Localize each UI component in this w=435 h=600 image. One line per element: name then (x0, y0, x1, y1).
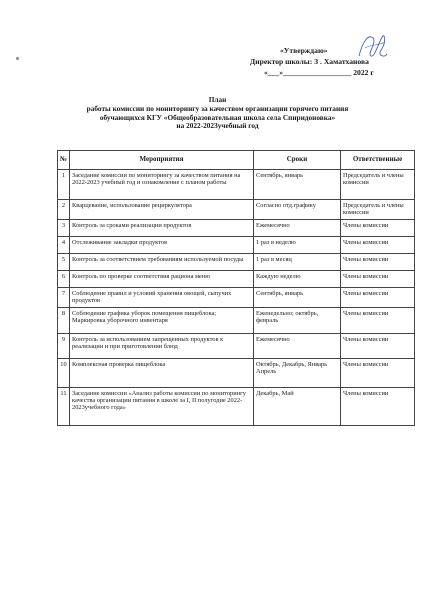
header-term: Сроки (254, 151, 341, 170)
row-number: 4 (58, 236, 70, 253)
row-term: Ежемесячно (254, 219, 341, 236)
table-row (58, 287, 415, 307)
row-number: 3 (58, 219, 70, 236)
row-term: Согласно отд.графику (254, 200, 341, 220)
row-event: Комплексная проверка пищеблока (70, 358, 254, 387)
table-row (58, 219, 415, 236)
row-number: 8 (58, 307, 70, 333)
table-row (58, 307, 415, 333)
title-year: на 2022-2023учебный год (176, 121, 259, 131)
table-row (58, 387, 415, 425)
row-responsible: Члены комиссии (341, 270, 415, 287)
table-row (58, 358, 415, 387)
row-event: Заседание комиссии «Анализ работы комиссии по мониторингу качества организации питания в школе за I, II полугодие 2022-2023учебного года» (70, 387, 254, 425)
row-responsible: Члены комиссии (341, 387, 415, 425)
row-term: Декабрь, Май (254, 387, 341, 425)
table-row (58, 253, 415, 270)
row-term: 1 раз в месяц (254, 253, 341, 270)
approval-block (250, 38, 420, 83)
row-term: Еженедельно; октябрь, февраль (254, 307, 341, 333)
row-number: 7 (58, 287, 70, 307)
row-responsible: Члены комиссии (341, 333, 415, 358)
row-number: 9 (58, 333, 70, 358)
table-row (58, 200, 415, 220)
header-event: Мероприятия (70, 151, 254, 170)
scan-speck (16, 57, 19, 60)
table-row (58, 236, 415, 253)
title-plan: План (208, 95, 227, 104)
row-term: 1 раз в неделю (254, 236, 341, 253)
approval-date: «___»__________________ 2022 г (264, 68, 374, 77)
row-responsible: Председатель и члены комиссии (341, 200, 415, 220)
title-subject: работы комиссии по мониторингу за качеством организации горячего питания (86, 103, 349, 113)
row-event: Отслеживание закладки продуктов (70, 236, 254, 253)
table-row (58, 170, 415, 200)
row-number: 11 (58, 387, 70, 425)
row-number: 6 (58, 270, 70, 287)
row-responsible: Члены комиссии (341, 219, 415, 236)
row-term: Каждую неделю (254, 270, 341, 287)
row-term: Ежемесячно (254, 333, 341, 358)
row-event: Контроль по проверке соответствия рациона меню (70, 270, 254, 287)
header-responsible: Ответственные (341, 151, 415, 170)
row-responsible: Члены комиссии (341, 307, 415, 333)
row-number: 10 (58, 358, 70, 387)
row-event: Контроль за соответствием требованиям используемой посуды (70, 253, 254, 270)
row-responsible: Члены комиссии (341, 253, 415, 270)
row-number: 2 (58, 200, 70, 220)
table-header-row (58, 151, 415, 170)
plan-table (57, 150, 415, 426)
table-row (58, 270, 415, 287)
row-responsible: Члены комиссии (341, 287, 415, 307)
row-number: 5 (58, 253, 70, 270)
document-title (0, 96, 435, 131)
row-term: Сентябрь, январь (254, 170, 341, 200)
row-number: 1 (58, 170, 70, 200)
row-event: Контроль за использованием запрещенных продуктов к реализации и при приготовлении блюд (70, 333, 254, 358)
row-event: Соблюдение правил и условий хранения овощей, сыпучих продуктов (70, 287, 254, 307)
header-number: № (58, 151, 70, 170)
row-event: Кварцевание, использование рециркулятора (70, 200, 254, 220)
signature-icon (355, 30, 389, 64)
row-term: Октябрь, Декабрь, Январь Апрель (254, 358, 341, 387)
title-school: обучающихся КГУ «Общеобразовательная школа села Спиридоновка» (99, 112, 336, 122)
row-event: Соблюдение графика уборок помещения пищеблока; Маркировка уборочного инвентаря (70, 307, 254, 333)
approval-director: Директор школы: З . Хаматханова (250, 57, 369, 66)
row-event: Заседание комиссии по мониторингу за качеством питания на 2022-2023 учебный год и ознакомление с планом работы (70, 170, 254, 200)
row-responsible: Члены комиссии (341, 358, 415, 387)
row-responsible: Члены комиссии (341, 236, 415, 253)
approval-heading: «Утверждаю» (280, 46, 328, 55)
row-event: Контроль за сроками реализации продуктов (70, 219, 254, 236)
row-term: Сентябрь, январь (254, 287, 341, 307)
table-row (58, 333, 415, 358)
row-responsible: Председатель и члены комиссии (341, 170, 415, 200)
